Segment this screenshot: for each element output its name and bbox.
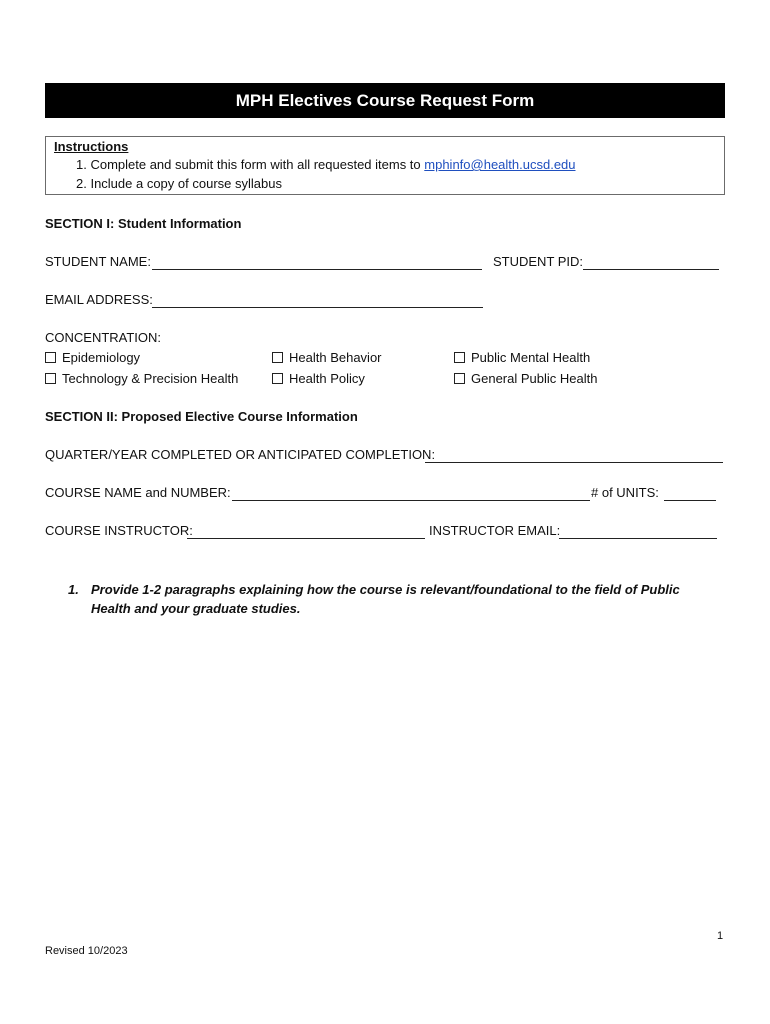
section-1-title: SECTION I: Student Information: [45, 216, 242, 231]
checkbox-label: Health Behavior: [289, 350, 382, 365]
student-pid-label: STUDENT PID:: [493, 254, 584, 269]
checkbox-technology-precision-health[interactable]: [45, 371, 238, 386]
question-1-number: 1.: [68, 582, 79, 597]
student-pid-field[interactable]: [583, 269, 719, 270]
checkbox-icon: [454, 373, 465, 384]
checkbox-health-behavior[interactable]: [272, 350, 382, 365]
student-name-label: STUDENT NAME:: [45, 254, 151, 269]
checkbox-label: Health Policy: [289, 371, 365, 386]
instruction-item-1: [76, 157, 576, 172]
checkbox-label: Public Mental Health: [471, 350, 591, 365]
checkbox-icon: [45, 352, 56, 363]
checkbox-icon: [272, 352, 283, 363]
email-field[interactable]: [152, 307, 483, 308]
instructor-email-field[interactable]: [559, 538, 717, 539]
units-field[interactable]: [664, 500, 716, 501]
quarter-field[interactable]: [425, 462, 723, 463]
checkbox-icon: [454, 352, 465, 363]
section-2-title: SECTION II: Proposed Elective Course Information: [45, 409, 358, 424]
instructions-box: [45, 136, 725, 195]
instructor-email-label: INSTRUCTOR EMAIL:: [429, 523, 561, 538]
quarter-label: QUARTER/YEAR COMPLETED OR ANTICIPATED COMPLETION:: [45, 447, 436, 462]
instruction-item-2: 2. Include a copy of course syllabus: [76, 176, 282, 191]
checkbox-label: Epidemiology: [62, 350, 141, 365]
units-label: # of UNITS:: [591, 485, 659, 500]
instructor-label: COURSE INSTRUCTOR:: [45, 523, 193, 538]
checkbox-public-mental-health[interactable]: [454, 350, 590, 365]
page-number: 1: [717, 930, 724, 942]
checkbox-label: General Public Health: [471, 371, 598, 386]
instructions-heading: Instructions: [54, 139, 129, 154]
question-1-text: Provide 1-2 paragraphs explaining how the course is relevant/foundational to the field of Public Health and your graduate studies.: [91, 582, 680, 616]
course-name-field[interactable]: [232, 500, 590, 501]
instructor-field[interactable]: [187, 538, 425, 539]
checkbox-health-policy[interactable]: [272, 371, 365, 386]
contact-email-link[interactable]: mphinfo@health.ucsd.edu: [424, 157, 576, 172]
checkbox-icon: [272, 373, 283, 384]
revised-date: Revised 10/2023: [45, 945, 128, 957]
checkbox-label: Technology & Precision Health: [62, 371, 239, 386]
student-name-field[interactable]: [152, 269, 482, 270]
checkbox-general-public-health[interactable]: [454, 371, 597, 386]
checkbox-epidemiology[interactable]: [45, 350, 140, 365]
checkbox-icon: [45, 373, 56, 384]
form-title: MPH Electives Course Request Form: [45, 83, 725, 118]
concentration-label: CONCENTRATION:: [45, 330, 162, 345]
course-name-label: COURSE NAME and NUMBER:: [45, 485, 231, 500]
email-label: EMAIL ADDRESS:: [45, 292, 153, 307]
instruction-item-1-text: 1. Complete and submit this form with all requested items to: [76, 157, 425, 172]
